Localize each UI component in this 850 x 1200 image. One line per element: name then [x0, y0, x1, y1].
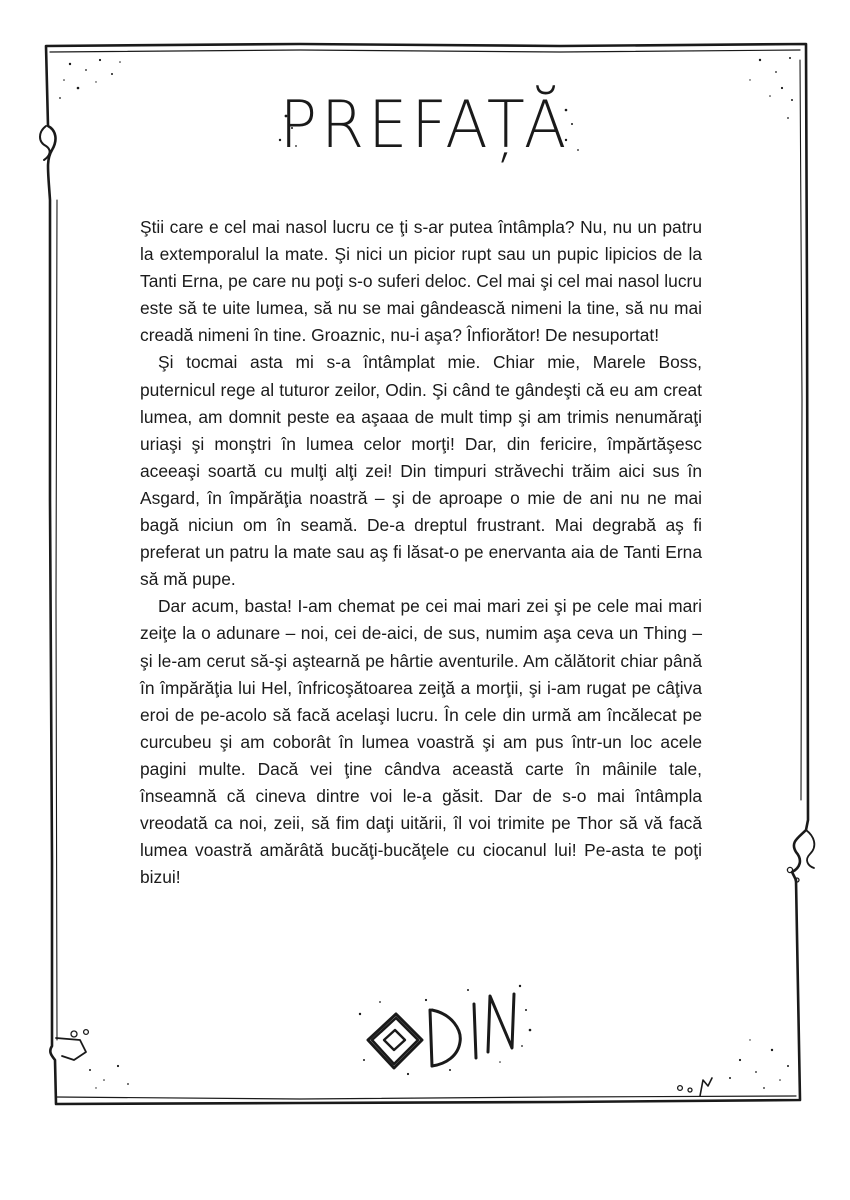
paragraph: Ştii care e cel mai nasol lucru ce ţi s-ar putea întâmpla? Nu, nu un patru la extemporalul la mate. Şi nici un picior rupt sau un pupic lipicios de la Tanti Erna, pe care nu poţi s-o suferi deloc. Cel mai şi cel mai nasol lucru este să te uite lumea, să nu se mai gândească nimeni la tine, să nu mai creadă nimeni în tine. Groaznic, nu-i aşa? Înfiorător! De nesuportat! [140, 217, 702, 346]
paragraph: Şi tocmai asta mi s-a întâmplat mie. Chiar mie, Marele Boss, puternicul rege al tuturor zeilor, Odin. Şi când te gândeşti că eu am creat lumea, am domnit peste ea aşaaa de mult timp şi am trimis nenumăraţi uriaşi şi monştri în lumea celor morţi! Dar, din fericire, împărtăşesc aceeaşi soartă cu mulţi alţi zei! Din timpuri străvechi trăim aici sus în Asgard, în împărăţia noastră – şi de aproape o mie de ani nu ne mai bagă niciun om în seamă. De-a dreptul frustrant. Mai degrabă aş fi preferat un patru la mate sau aş fi lăsat-o pe enervanta aia de Tanti Erna să mă pupe. [140, 352, 702, 590]
page-title: PREFAȚĂ [279, 86, 571, 163]
paragraph: Dar acum, basta! I-am chemat pe cei mai mari zei şi pe cele mai mari zeiţe la o adunare – noi, cei de-aici, de sus, numim aşa ceva un Thing – şi le-am cerut să-şi aştearnă pe hârtie aventurile. Am călătorit chiar până în împărăţia lui Hel, înfricoşătoarea zeiţă a morţii, şi i-am rugat pe câţiva eroi de pe-acolo să facă acelaşi lucru. În cele din urmă am încălecat pe curcubeu şi am coborât în lumea voastră şi am pus într-un loc acele pagini multe. Dacă vei ţine cândva această carte în mâinile tale, înseamnă că cineva dintre voi le-a găsit. Dar de s-o mai întâmpla vreodată ca noi, zeii, să fim daţi uitării, îl voi trimite pe Thor să vă facă lumea voastră amărâtă bucăţi-bucăţele cu ciocanul lui! Pe-asta te poţi bizui! [140, 596, 702, 888]
